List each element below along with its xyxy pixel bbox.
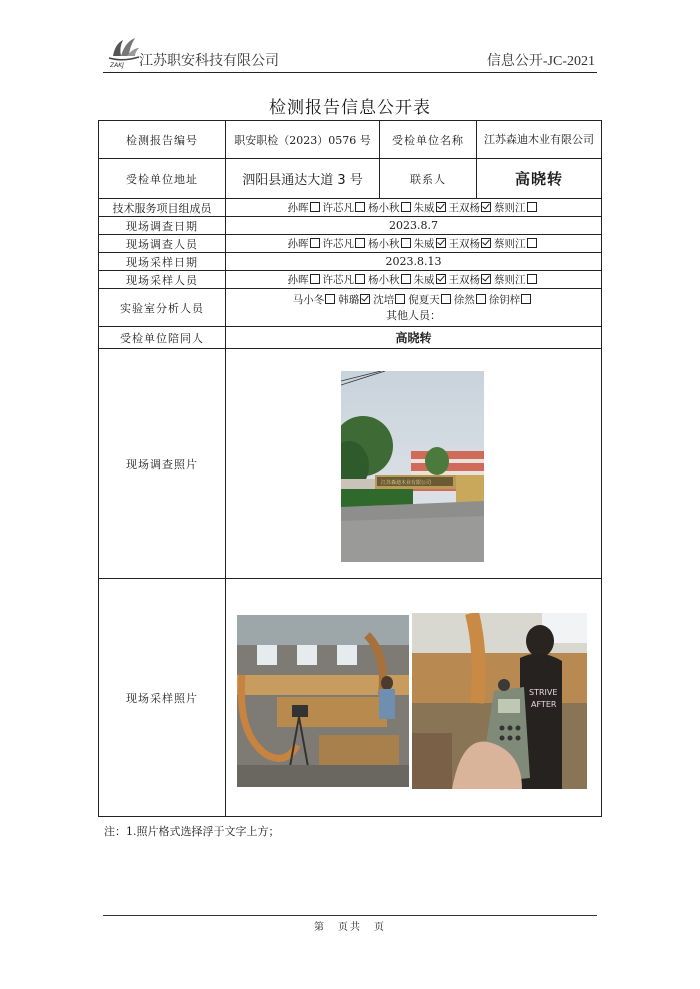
person-name: 倪夏天 [408, 293, 440, 306]
survey-staff-label: 现场调查人员 [99, 235, 226, 253]
table-row [99, 289, 602, 327]
person-name: 韩璐 [338, 293, 360, 306]
report-no-value: 职安职检（2023）0576 号 [226, 121, 380, 159]
svg-text:STRIVE: STRIVE [529, 688, 558, 697]
person-name: 马小冬 [292, 293, 325, 306]
survey-date-value: 2023.8.7 [226, 217, 602, 235]
survey-staff [226, 235, 602, 253]
client-value: 江苏森迪木业有限公司 [477, 121, 602, 159]
checkbox-icon[interactable] [355, 202, 365, 212]
table-row [99, 235, 602, 253]
checkbox-icon[interactable] [355, 238, 365, 248]
checkbox-icon[interactable] [401, 202, 411, 212]
table-row [99, 121, 602, 159]
lab-label: 实验室分析人员 [99, 289, 226, 327]
report-no-label: 检测报告编号 [99, 121, 226, 159]
table-row [99, 159, 602, 199]
lab-other: 其他人员： [386, 308, 441, 322]
person-name: 朱威 [413, 274, 435, 286]
person-name: 孙晖 [287, 238, 309, 250]
checkbox-icon[interactable] [310, 238, 320, 248]
checkbox-checked-icon[interactable] [481, 274, 491, 284]
person-name: 王双杨 [448, 274, 480, 286]
sampling-date-label: 现场采样日期 [99, 253, 226, 271]
checkbox-icon[interactable] [401, 238, 411, 248]
contact-value: 高晓转 [477, 159, 602, 199]
sampling-staff-label: 现场采样人员 [99, 271, 226, 289]
company-name: 江苏职安科技有限公司 [139, 53, 279, 69]
lab-staff-cell [226, 289, 602, 327]
document-id: 信息公开-JC-2021 [486, 54, 595, 69]
checkbox-icon[interactable] [325, 294, 335, 304]
checkbox-checked-icon[interactable] [436, 238, 446, 248]
person-name: 朱威 [413, 238, 435, 250]
team-members [226, 199, 602, 217]
checkbox-icon[interactable] [441, 294, 451, 304]
team-label: 技术服务项目组成员 [99, 199, 226, 217]
checkbox-icon[interactable] [355, 274, 365, 284]
logo-text: ZAKJ [110, 62, 124, 69]
sampling-photo-meter [412, 613, 587, 789]
checkbox-checked-icon[interactable] [481, 202, 491, 212]
person-name: 徐钥梓 [488, 293, 521, 306]
person-name: 徐然 [453, 293, 475, 306]
checkbox-checked-icon[interactable] [481, 238, 491, 248]
checkbox-icon[interactable] [476, 294, 486, 304]
checkbox-icon[interactable] [527, 238, 537, 248]
person-name: 王双杨 [448, 202, 480, 214]
sampling-date-value: 2023.8.13 [226, 253, 602, 271]
table-row [99, 217, 602, 235]
person-name: 孙晖 [287, 202, 309, 214]
person-name: 孙晖 [287, 274, 309, 286]
person-name: 王双杨 [448, 238, 480, 250]
table-row [99, 327, 602, 349]
svg-text:AFTER: AFTER [531, 700, 557, 709]
survey-photo-label: 现场调查照片 [99, 349, 226, 579]
person-name: 杨小秋 [368, 274, 400, 286]
person-name: 杨小秋 [368, 238, 400, 250]
client-label: 受检单位名称 [380, 121, 477, 159]
person-name: 许芯凡 [322, 274, 354, 286]
checkbox-icon[interactable] [310, 274, 320, 284]
address-value: 泗阳县通达大道 3 号 [226, 159, 380, 199]
survey-photo [341, 371, 484, 562]
page-footer: 第 页共 页 [314, 922, 386, 933]
page-title: 检测报告信息公开表 [269, 98, 431, 118]
sampling-photo-label: 现场采样照片 [99, 579, 226, 817]
checkbox-icon[interactable] [401, 274, 411, 284]
sampling-photo-workshop [237, 615, 409, 787]
checkbox-icon[interactable] [527, 202, 537, 212]
footnote: 注：1.照片格式选择浮于文字上方； [104, 825, 280, 838]
table-row [99, 271, 602, 289]
sampling-staff [226, 271, 602, 289]
person-name: 蔡则江 [494, 238, 526, 250]
checkbox-icon[interactable] [527, 274, 537, 284]
gate-sign-text: 江苏森迪木业有限公司 [381, 480, 432, 486]
checkbox-icon[interactable] [521, 294, 531, 304]
page-header [103, 34, 597, 73]
checkbox-checked-icon[interactable] [436, 202, 446, 212]
escort-value: 高晓转 [226, 327, 602, 349]
person-name: 朱威 [413, 202, 435, 214]
footer-divider [103, 915, 597, 916]
checkbox-checked-icon[interactable] [436, 274, 446, 284]
checkbox-checked-icon[interactable] [360, 294, 370, 304]
table-row [99, 199, 602, 217]
checkbox-icon[interactable] [395, 294, 405, 304]
lab-staff [230, 292, 597, 308]
table-row [99, 253, 602, 271]
checkbox-icon[interactable] [310, 202, 320, 212]
person-name: 许芯凡 [322, 238, 354, 250]
person-name: 杨小秋 [368, 202, 400, 214]
person-name: 沈培 [373, 293, 395, 306]
contact-label: 联系人 [380, 159, 477, 199]
survey-date-label: 现场调查日期 [99, 217, 226, 235]
person-name: 许芯凡 [322, 202, 354, 214]
address-label: 受检单位地址 [99, 159, 226, 199]
person-name: 蔡则江 [494, 274, 526, 286]
escort-label: 受检单位陪同人 [99, 327, 226, 349]
person-name: 蔡则江 [494, 202, 526, 214]
